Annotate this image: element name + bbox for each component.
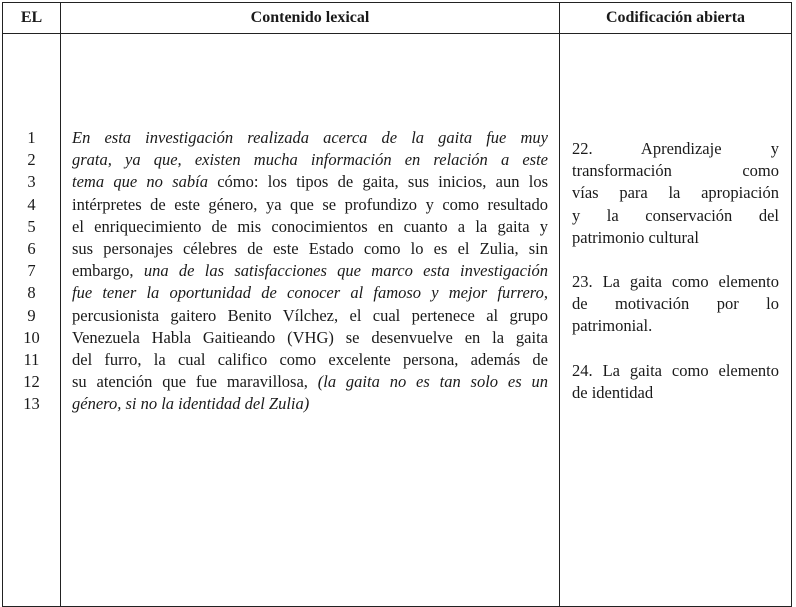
text-segment: embargo, bbox=[72, 261, 144, 281]
codificacion-line: de identidad bbox=[572, 382, 654, 402]
line-number: 4 bbox=[27, 194, 36, 214]
contenido-line bbox=[72, 216, 548, 238]
line-number: 10 bbox=[23, 327, 40, 347]
text-segment: cómo: los tipos de gaita, sus inicios, aun los bbox=[207, 172, 548, 192]
text-segment: percusionista gaitero Benito Vílchez, el cual pertenece al grupo bbox=[72, 305, 548, 325]
codificacion-line: patrimonial. bbox=[572, 316, 653, 336]
header-contenido-lexical: Contenido lexical bbox=[61, 3, 560, 34]
codificacion-item bbox=[572, 138, 779, 249]
codificacion-line: vías para la apropiación bbox=[572, 183, 779, 203]
line-number: 6 bbox=[27, 239, 36, 259]
text-segment: sus personajes célebres de este Estado como lo es el Zulia, sin bbox=[72, 239, 548, 259]
contenido-line bbox=[72, 305, 548, 327]
italic-text: una de las satisfacciones que marco esta investigación bbox=[143, 261, 548, 281]
contenido-line bbox=[72, 282, 548, 304]
italic-text: tema que no sabía bbox=[72, 172, 208, 192]
line-number: 3 bbox=[27, 172, 36, 192]
line-number: 5 bbox=[27, 216, 36, 236]
contenido-line bbox=[72, 371, 548, 393]
codificacion-item bbox=[572, 271, 779, 338]
el-numbers-cell bbox=[3, 34, 61, 607]
italic-text: grata, ya que, existen mucha información en relación a este bbox=[72, 150, 548, 170]
line-number: 9 bbox=[27, 305, 36, 325]
codificacion-abierta-cell bbox=[560, 34, 792, 607]
codificacion-item bbox=[572, 360, 779, 404]
line-number: 8 bbox=[27, 283, 36, 303]
contenido-line bbox=[72, 327, 548, 349]
italic-text: En esta investigación realizada acerca de la gaita fue muy bbox=[72, 128, 548, 147]
codificacion-line: transformación como bbox=[572, 161, 779, 181]
contenido-line bbox=[72, 194, 548, 216]
contenido-line bbox=[72, 171, 548, 193]
table-row bbox=[3, 34, 792, 607]
line-number: 1 bbox=[27, 128, 36, 147]
contenido-line bbox=[72, 260, 548, 282]
contenido-lexical-cell bbox=[61, 34, 560, 607]
contenido-line bbox=[72, 393, 548, 415]
codificacion-line: 23. La gaita como elemento bbox=[572, 272, 779, 292]
italic-text: (la gaita no es tan solo es un bbox=[317, 372, 548, 392]
codificacion-line: 24. La gaita como elemento bbox=[572, 360, 779, 380]
text-segment: Venezuela Habla Gaitieando (VHG) se desenvuelve en la gaita bbox=[72, 327, 548, 347]
contenido-line bbox=[72, 238, 548, 260]
italic-text: género, si no la identidad del Zulia) bbox=[72, 394, 310, 414]
text-segment: del furro, la cual califico como excelente persona, además de bbox=[72, 350, 548, 370]
line-number: 7 bbox=[27, 261, 36, 281]
codificacion-line: y la conservación del bbox=[572, 205, 779, 225]
contenido-line bbox=[72, 349, 548, 371]
line-number: 13 bbox=[23, 394, 40, 414]
codificacion-line: de motivación por lo bbox=[572, 294, 779, 314]
contenido-line bbox=[72, 149, 548, 171]
text-segment: su atención que fue maravillosa, bbox=[72, 372, 318, 392]
line-number: 11 bbox=[23, 350, 40, 370]
codificacion-line: 22. Aprendizaje y bbox=[572, 139, 779, 158]
line-number: 12 bbox=[23, 372, 40, 392]
header-codificacion-abierta: Codificación abierta bbox=[560, 3, 792, 34]
contenido-line bbox=[72, 127, 548, 149]
codificacion-line: patrimonio cultural bbox=[572, 227, 699, 247]
line-number: 2 bbox=[27, 150, 36, 170]
text-segment: intérpretes de este género, ya que se profundizo y como resultado bbox=[72, 194, 548, 214]
text-segment: el enriquecimiento de mis conocimientos en cuanto a la gaita y bbox=[72, 216, 548, 236]
italic-text: fue tener la oportunidad de conocer al famoso y mejor furrero bbox=[72, 283, 544, 303]
header-row bbox=[3, 3, 792, 34]
analysis-table bbox=[2, 2, 792, 607]
text-segment: , bbox=[543, 283, 548, 303]
header-el: EL bbox=[3, 3, 61, 34]
